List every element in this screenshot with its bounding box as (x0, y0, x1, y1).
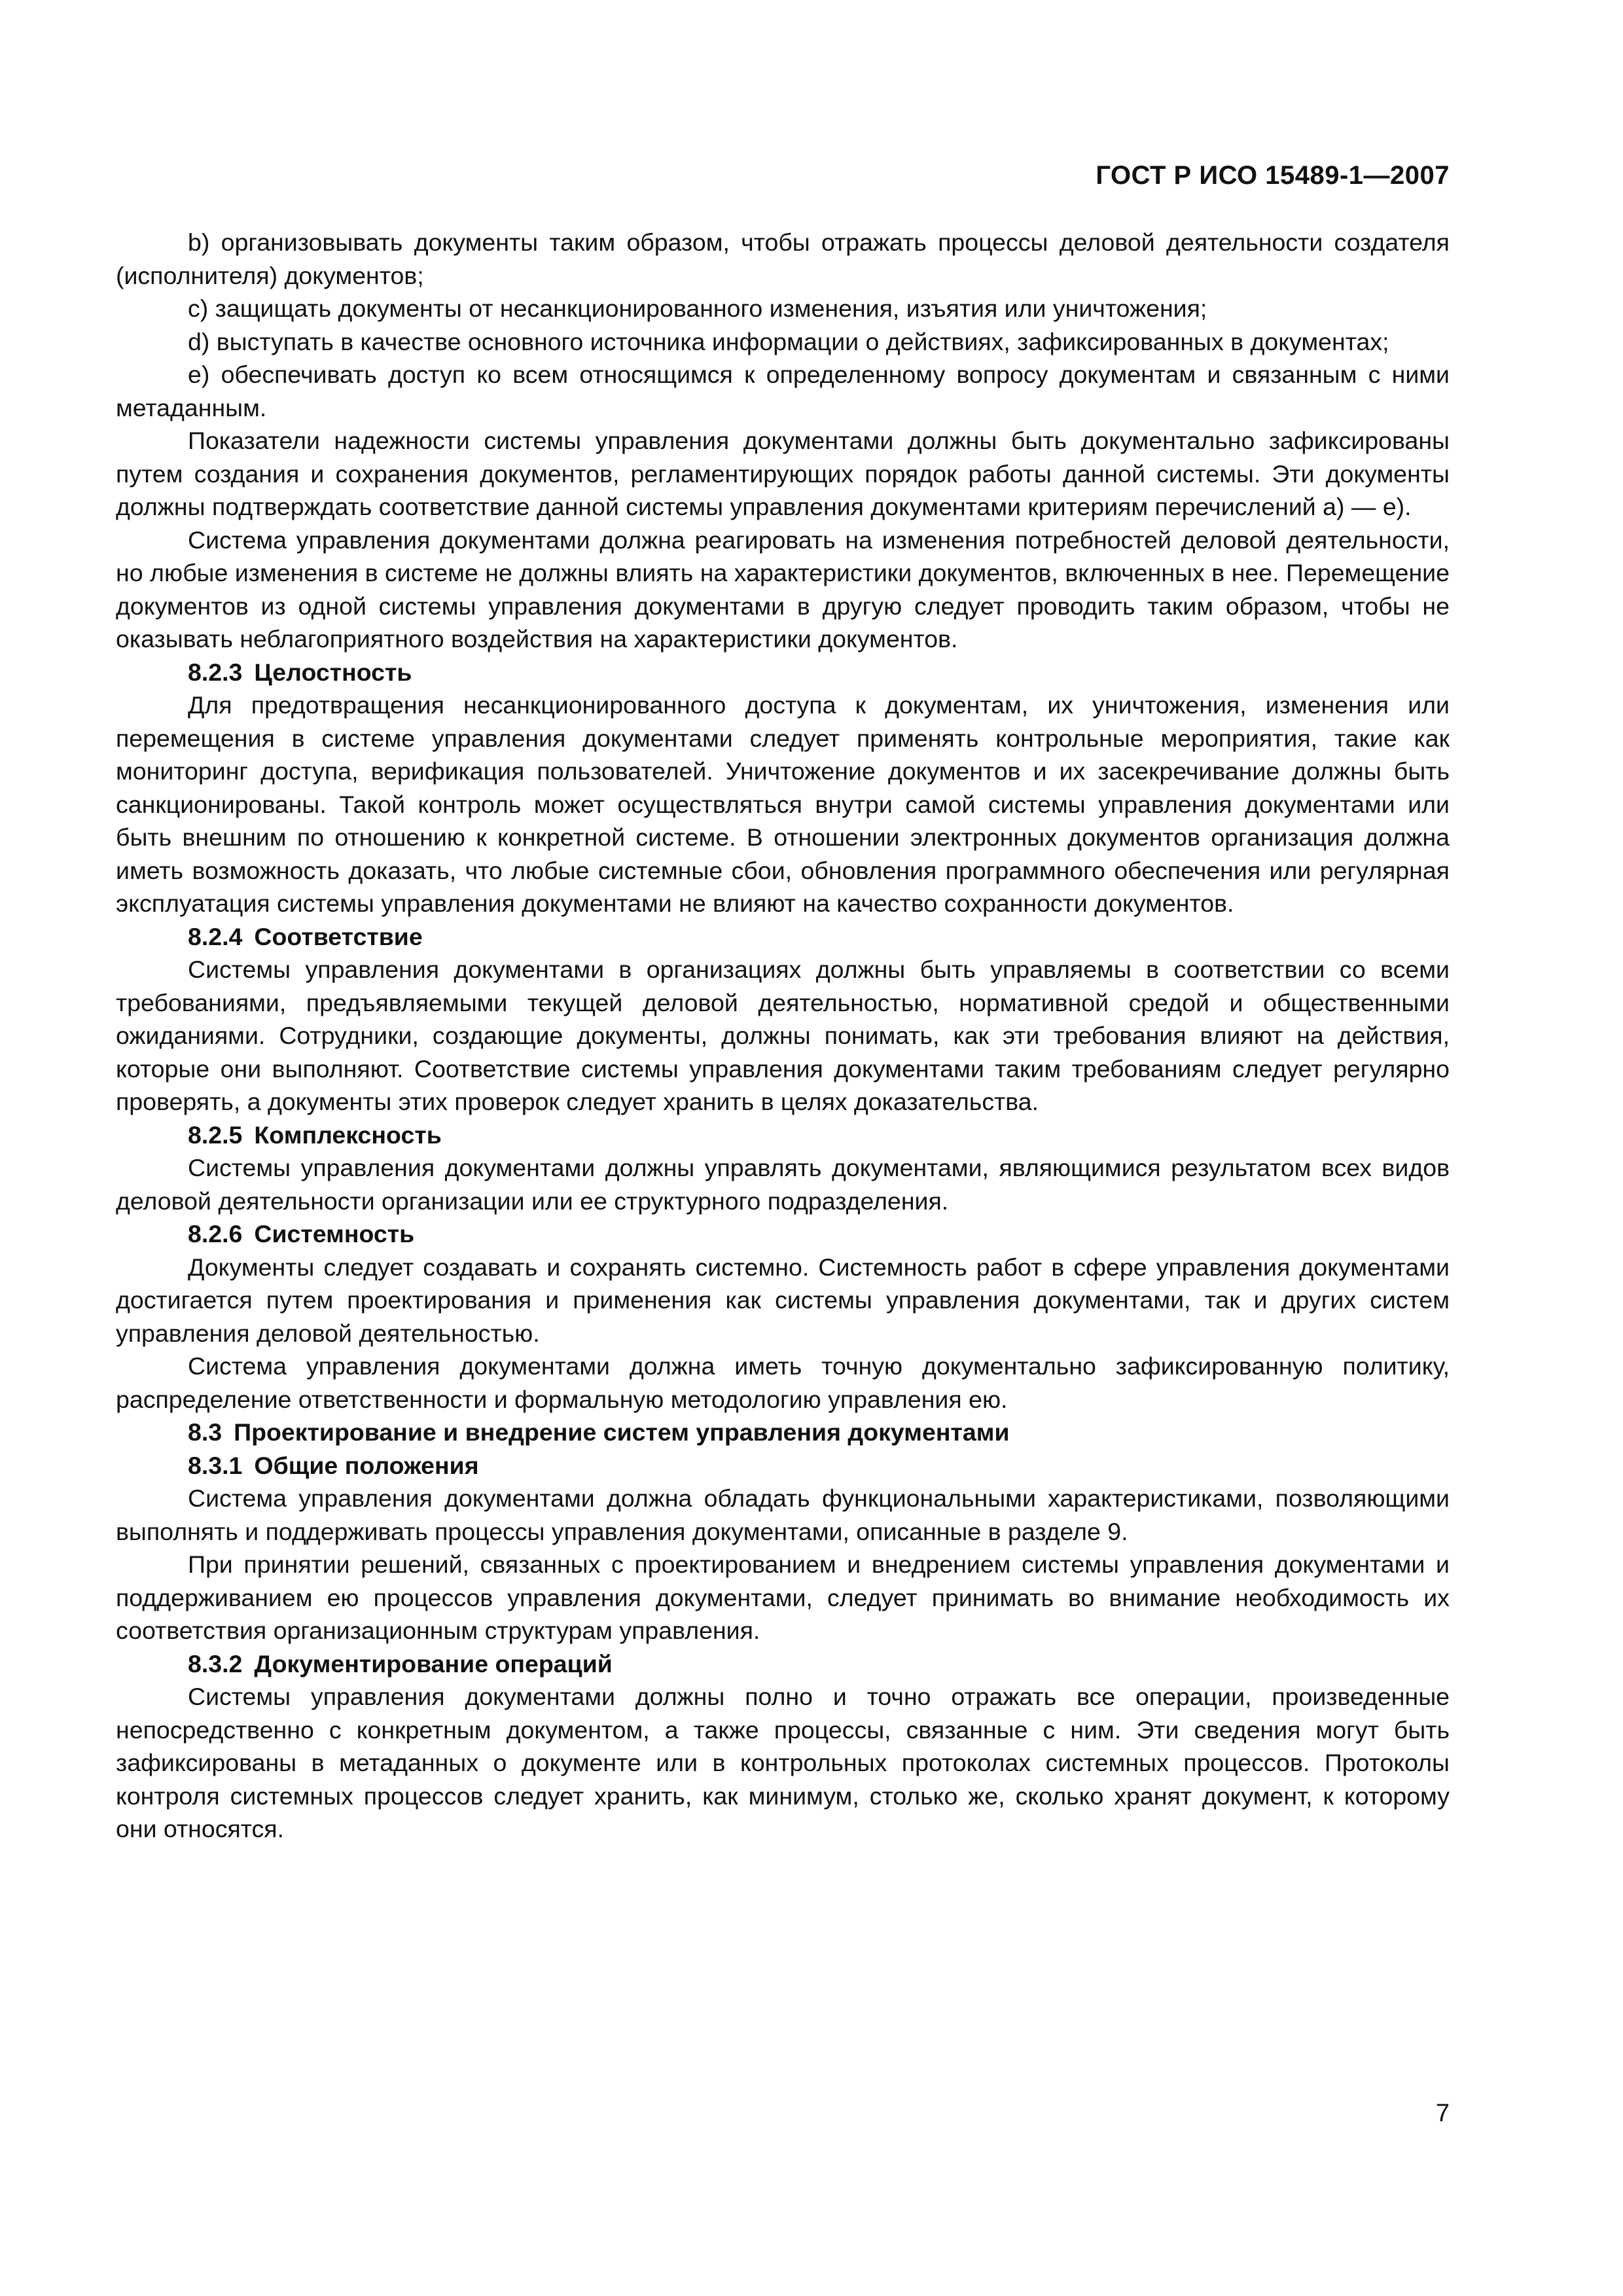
list-item-b: b) организовывать документы таким образом, чтобы отражать процессы деловой деятельности создателя (исполнителя) документов; (116, 228, 1450, 289)
paragraph: Документы следует создавать и сохранять системно. Системность работ в сфере управления документами достигается путем проектирования и применения как системы управления документами, так и других систем управления деловой деятельностью. (116, 1253, 1450, 1347)
section-heading-8-2-3 (116, 656, 1450, 689)
section-heading-8-2-6 (116, 1217, 1450, 1251)
section-number: 8.3.1 (188, 1451, 243, 1479)
standard-header: ГОСТ Р ИСО 15489-1—2007 (1096, 161, 1450, 190)
section-number: 8.2.6 (188, 1220, 243, 1247)
paragraph: Система управления документами должна реагировать на изменения потребностей деловой деятельности, но любые изменения в системе не должны влиять на характеристики документов, включенных в нее. Перемещение документов из одной системы управления документами в другую следует проводить таким образом, чтобы не оказывать неблагоприятного воздействия на характеристики документов. (116, 526, 1450, 653)
section-number: 8.3.2 (188, 1649, 243, 1677)
section-title: Целостность (254, 658, 412, 686)
paragraph: При принятии решений, связанных с проектированием и внедрением системы управления документами и поддерживанием ею процессов управления документами, следует принимать во внимание необходимость их соответствия организационным структурам управления. (116, 1551, 1450, 1644)
list-item-c: c) защищать документы от несанкционированного изменения, изъятия или уничтожения; (188, 295, 1207, 322)
section-number: 8.2.5 (188, 1121, 243, 1149)
section-title: Соответствие (254, 922, 423, 950)
section-heading-8-2-5 (116, 1119, 1450, 1152)
paragraph: Показатели надежности системы управления документами должны быть документально зафиксированы путем создания и сохранения документов, регламентирующих порядок работы данной системы. Эти документы должны подтверждать соответствие данной системы управления документами критериям перечислений a) — e). (116, 427, 1450, 520)
document-page (116, 0, 1450, 2296)
section-number: 8.2.4 (188, 922, 243, 950)
section-number: 8.2.3 (188, 658, 243, 686)
section-title: Проектирование и внедрение систем управления документами (234, 1418, 1010, 1446)
section-number: 8.3 (188, 1418, 223, 1446)
section-heading-8-3-2 (116, 1647, 1450, 1681)
paragraph: Для предотвращения несанкционированного доступа к документам, их уничтожения, изменения или перемещения в системе управления документами следует применять контрольные мероприятия, такие как мониторинг доступа, верификация пользователей. Уничтожение документов и их засекречивание должны быть санкционированы. Такой контроль может осуществляться внутри самой системы управления документами или быть внешним по отношению к конкретной системе. В отношении электронных документов организация должна иметь возможность доказать, что любые системные сбои, обновления программного обеспечения или регулярная эксплуатация системы управления документами не влияют на качество сохранности документов. (116, 691, 1450, 917)
section-title: Документирование операций (254, 1649, 613, 1677)
paragraph: Система управления документами должна иметь точную документально зафиксированную политику, распределение ответственности и формальную методологию управления ею. (116, 1352, 1450, 1413)
section-title: Системность (254, 1220, 415, 1247)
section-heading-8-2-4 (116, 920, 1450, 954)
list-item-d: d) выступать в качестве основного источника информации о действиях, зафиксированных в документах; (188, 327, 1389, 355)
section-heading-8-3-1 (116, 1449, 1450, 1482)
paragraph: Системы управления документами должны полно и точно отражать все операции, произведенные непосредственно с конкретным документом, а также процессы, связанные с ним. Эти сведения могут быть зафиксированы в метаданных о документе или в контрольных протоколах системных процессов. Протоколы контроля системных процессов следует хранить, как минимум, столько же, сколько хранят документ, к которому они относятся. (116, 1683, 1450, 1842)
section-heading-8-3 (116, 1416, 1450, 1449)
document-body (116, 226, 1450, 1846)
section-title: Комплексность (254, 1121, 442, 1149)
list-item-e: e) обеспечивать доступ ко всем относящимся к определенному вопросу документам и связанным с ними метаданным. (116, 361, 1450, 422)
paragraph: Система управления документами должна обладать функциональными характеристиками, позволяющими выполнять и поддерживать процессы управления документами, описанные в разделе 9. (116, 1484, 1450, 1545)
paragraph: Системы управления документами должны управлять документами, являющимися результатом всех видов деловой деятельности организации или ее структурного подразделения. (116, 1154, 1450, 1215)
paragraph: Системы управления документами в организациях должны быть управляемы в соответствии со всеми требованиями, предъявляемыми текущей деловой деятельностью, нормативной средой и общественными ожиданиями. Сотрудники, создающие документы, должны понимать, как эти требования влияют на действия, которые они выполняют. Соответствие системы управления документами таким требованиям следует регулярно проверять, а документы этих проверок следует хранить в целях доказательства. (116, 956, 1450, 1115)
page-number: 7 (1435, 2100, 1450, 2127)
section-title: Общие положения (254, 1451, 479, 1479)
